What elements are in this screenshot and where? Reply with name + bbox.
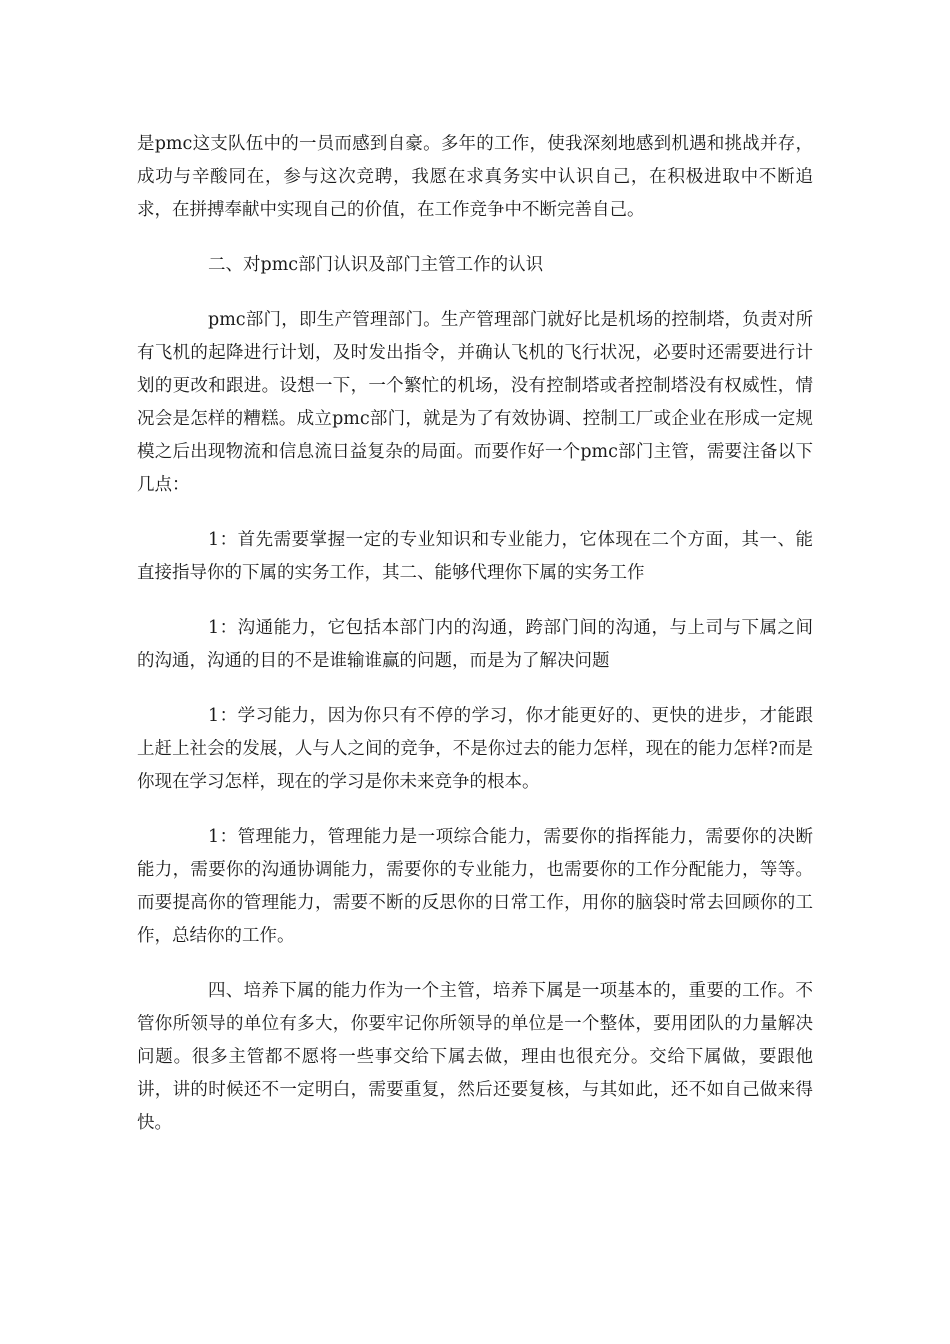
paragraph-communication-ability: 1：沟通能力，它包括本部门内的沟通，跨部门间的沟通，与上司与下属之间的沟通，沟通的目的不是谁输谁赢的问题，而是为了解决问题 xyxy=(137,618,813,671)
paragraph-pmc-intro: pmc部门，即生产管理部门。生产管理部门就好比是机场的控制塔，负责对所有飞机的起降进行计划，及时发出指令，并确认飞机的飞行状况，必要时还需要进行计划的更改和跟进。设想一下，一个繁忙的机场，没有控制塔或者控制塔没有权威性，情况会是怎样的糟糕。成立pmc部门，就是为了有效协调、控制工厂或企业在形成一定规模之后出现物流和信息流日益复杂的局面。而要作好一个pmc部门主管，需要注备以下几点： xyxy=(137,310,813,495)
paragraph-professional-ability: 1：首先需要掌握一定的专业知识和专业能力，它体现在二个方面，其一、能直接指导你的下属的实务工作，其二、能够代理你下属的实务工作 xyxy=(137,530,813,583)
paragraph-management-ability: 1：管理能力，管理能力是一项综合能力，需要你的指挥能力，需要你的决断能力，需要你的沟通协调能力，需要你的专业能力，也需要你的工作分配能力，等等。而要提高你的管理能力，需要不断的反思你的日常工作，用你的脑袋时常去回顾你的工作，总结你的工作。 xyxy=(137,827,813,946)
paragraph-training-subordinates: 四、培养下属的能力作为一个主管，培养下属是一项基本的，重要的工作。不管你所领导的单位有多大，你要牢记你所领导的单位是一个整体，要用团队的力量解决问题。很多主管都不愿将一些事交给下属去做，理由也很充分。交给下属做，要跟他讲，讲的时候还不一定明白，需要重复，然后还要复核，与其如此，还不如自己做来得快。 xyxy=(137,981,813,1133)
section-heading-pmc-department: 二、对pmc部门认识及部门主管工作的认识 xyxy=(208,255,544,275)
paragraph-learning-ability: 1：学习能力，因为你只有不停的学习，你才能更好的、更快的进步，才能跟上赶上社会的发展，人与人之间的竞争，不是你过去的能力怎样，现在的能力怎样?而是你现在学习怎样，现在的学习是你未来竞争的根本。 xyxy=(137,706,813,792)
document-page xyxy=(137,128,813,1162)
paragraph-continuation: 是pmc这支队伍中的一员而感到自豪。多年的工作，使我深刻地感到机遇和挑战并存，成功与辛酸同在，参与这次竞聘，我愿在求真务实中认识自己，在积极进取中不断追求，在拼搏奉献中实现自己的价值，在工作竞争中不断完善自己。 xyxy=(137,134,813,220)
